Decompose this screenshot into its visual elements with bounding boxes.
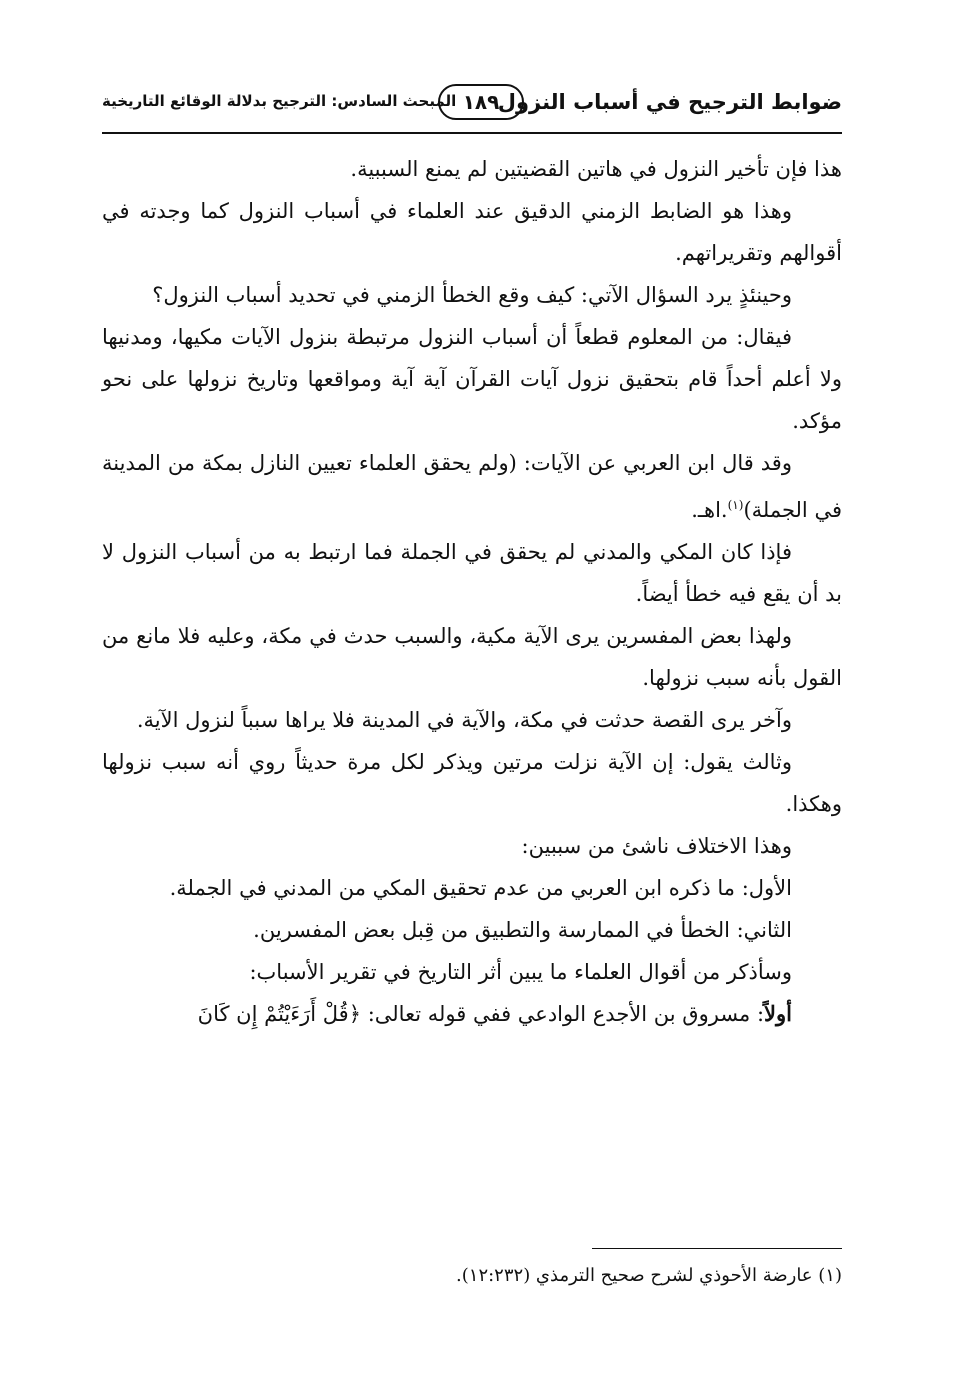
quote-text: وقد قال ابن العربي عن الآيات: (ولم يحقق العلماء تعيين النازل بمكة من المدينة في الجملة) (102, 451, 842, 522)
quote-suffix: .اهـ. (691, 498, 728, 522)
header-divider (102, 132, 842, 134)
paragraph: ولهذا بعض المفسرين يرى الآية مكية، والسبب حدث في مكة، وعليه فلا مانع من القول بأنه سبب نزولها. (102, 624, 842, 690)
point-lead: أولاً (764, 1001, 792, 1026)
quote-paragraph (102, 442, 842, 531)
paragraph: الثاني: الخطأ في الممارسة والتطبيق من قِبل بعض المفسرين. (253, 918, 792, 942)
page-number: ١٨٩ (438, 84, 524, 120)
footnote: (١) عارضة الأحوذي لشرح صحيح الترمذي (١٢:٢٣٢). (456, 1265, 842, 1286)
paragraph: وثالث يقول: إن الآية نزلت مرتين ويذكر لكل مرة حديثاً روي أنه سبب نزولها وهكذا. (102, 750, 842, 816)
footnote-reference: (١) (727, 498, 744, 512)
paragraph: وسأذكر من أقوال العلماء ما يبين أثر التاريخ في تقرير الأسباب: (249, 960, 792, 984)
footnote-divider (592, 1248, 842, 1249)
paragraph: وآخر يرى القصة حدثت في مكة، والآية في المدينة فلا يراها سبباً لنزول الآية. (136, 708, 792, 732)
paragraph: هذا فإن تأخير النزول في هاتين القضيتين لم يمنع السببية. (350, 157, 842, 181)
book-title: ضوابط الترجيح في أسباب النزول (497, 90, 842, 114)
paragraph: الأول: ما ذكره ابن العربي من عدم تحقيق المكي من المدني في الجملة. (169, 876, 792, 900)
paragraph-first-point (102, 993, 842, 1035)
point-text: : مسروق بن الأجدع الوادعي ففي قوله تعالى: ﴿قُلْ أَرَءَيْتُمْ إِن كَانَ (197, 1002, 765, 1026)
running-header (102, 84, 842, 130)
paragraph: فيقال: من المعلوم قطعاً أن أسباب النزول مرتبطة بنزول الآيات مكيها، ومدنيها ولا أعلم أحداً قام بتحقيق نزول آيات القرآن آية آية ومواقعها وتاريخ نزولها على نحو مؤكد. (102, 325, 842, 433)
paragraph: فإذا كان المكي والمدني لم يحقق في الجملة فما ارتبط به من أسباب النزول لا بد أن يقع فيه خطأ أيضاً. (102, 540, 842, 606)
paragraph: وهذا الاختلاف ناشئ من سببين: (521, 834, 792, 858)
section-title: المبحث السادس: الترجيح بدلالة الوقائع التاريخية (102, 92, 457, 110)
body-text (102, 148, 842, 1035)
paragraph: وهذا هو الضابط الزمني الدقيق عند العلماء في أسباب النزول كما وجدته في أقوالهم وتقريراتهم. (102, 199, 842, 265)
paragraph: وحينئذٍ يرد السؤال الآتي: كيف وقع الخطأ الزمني في تحديد أسباب النزول؟ (152, 283, 792, 307)
